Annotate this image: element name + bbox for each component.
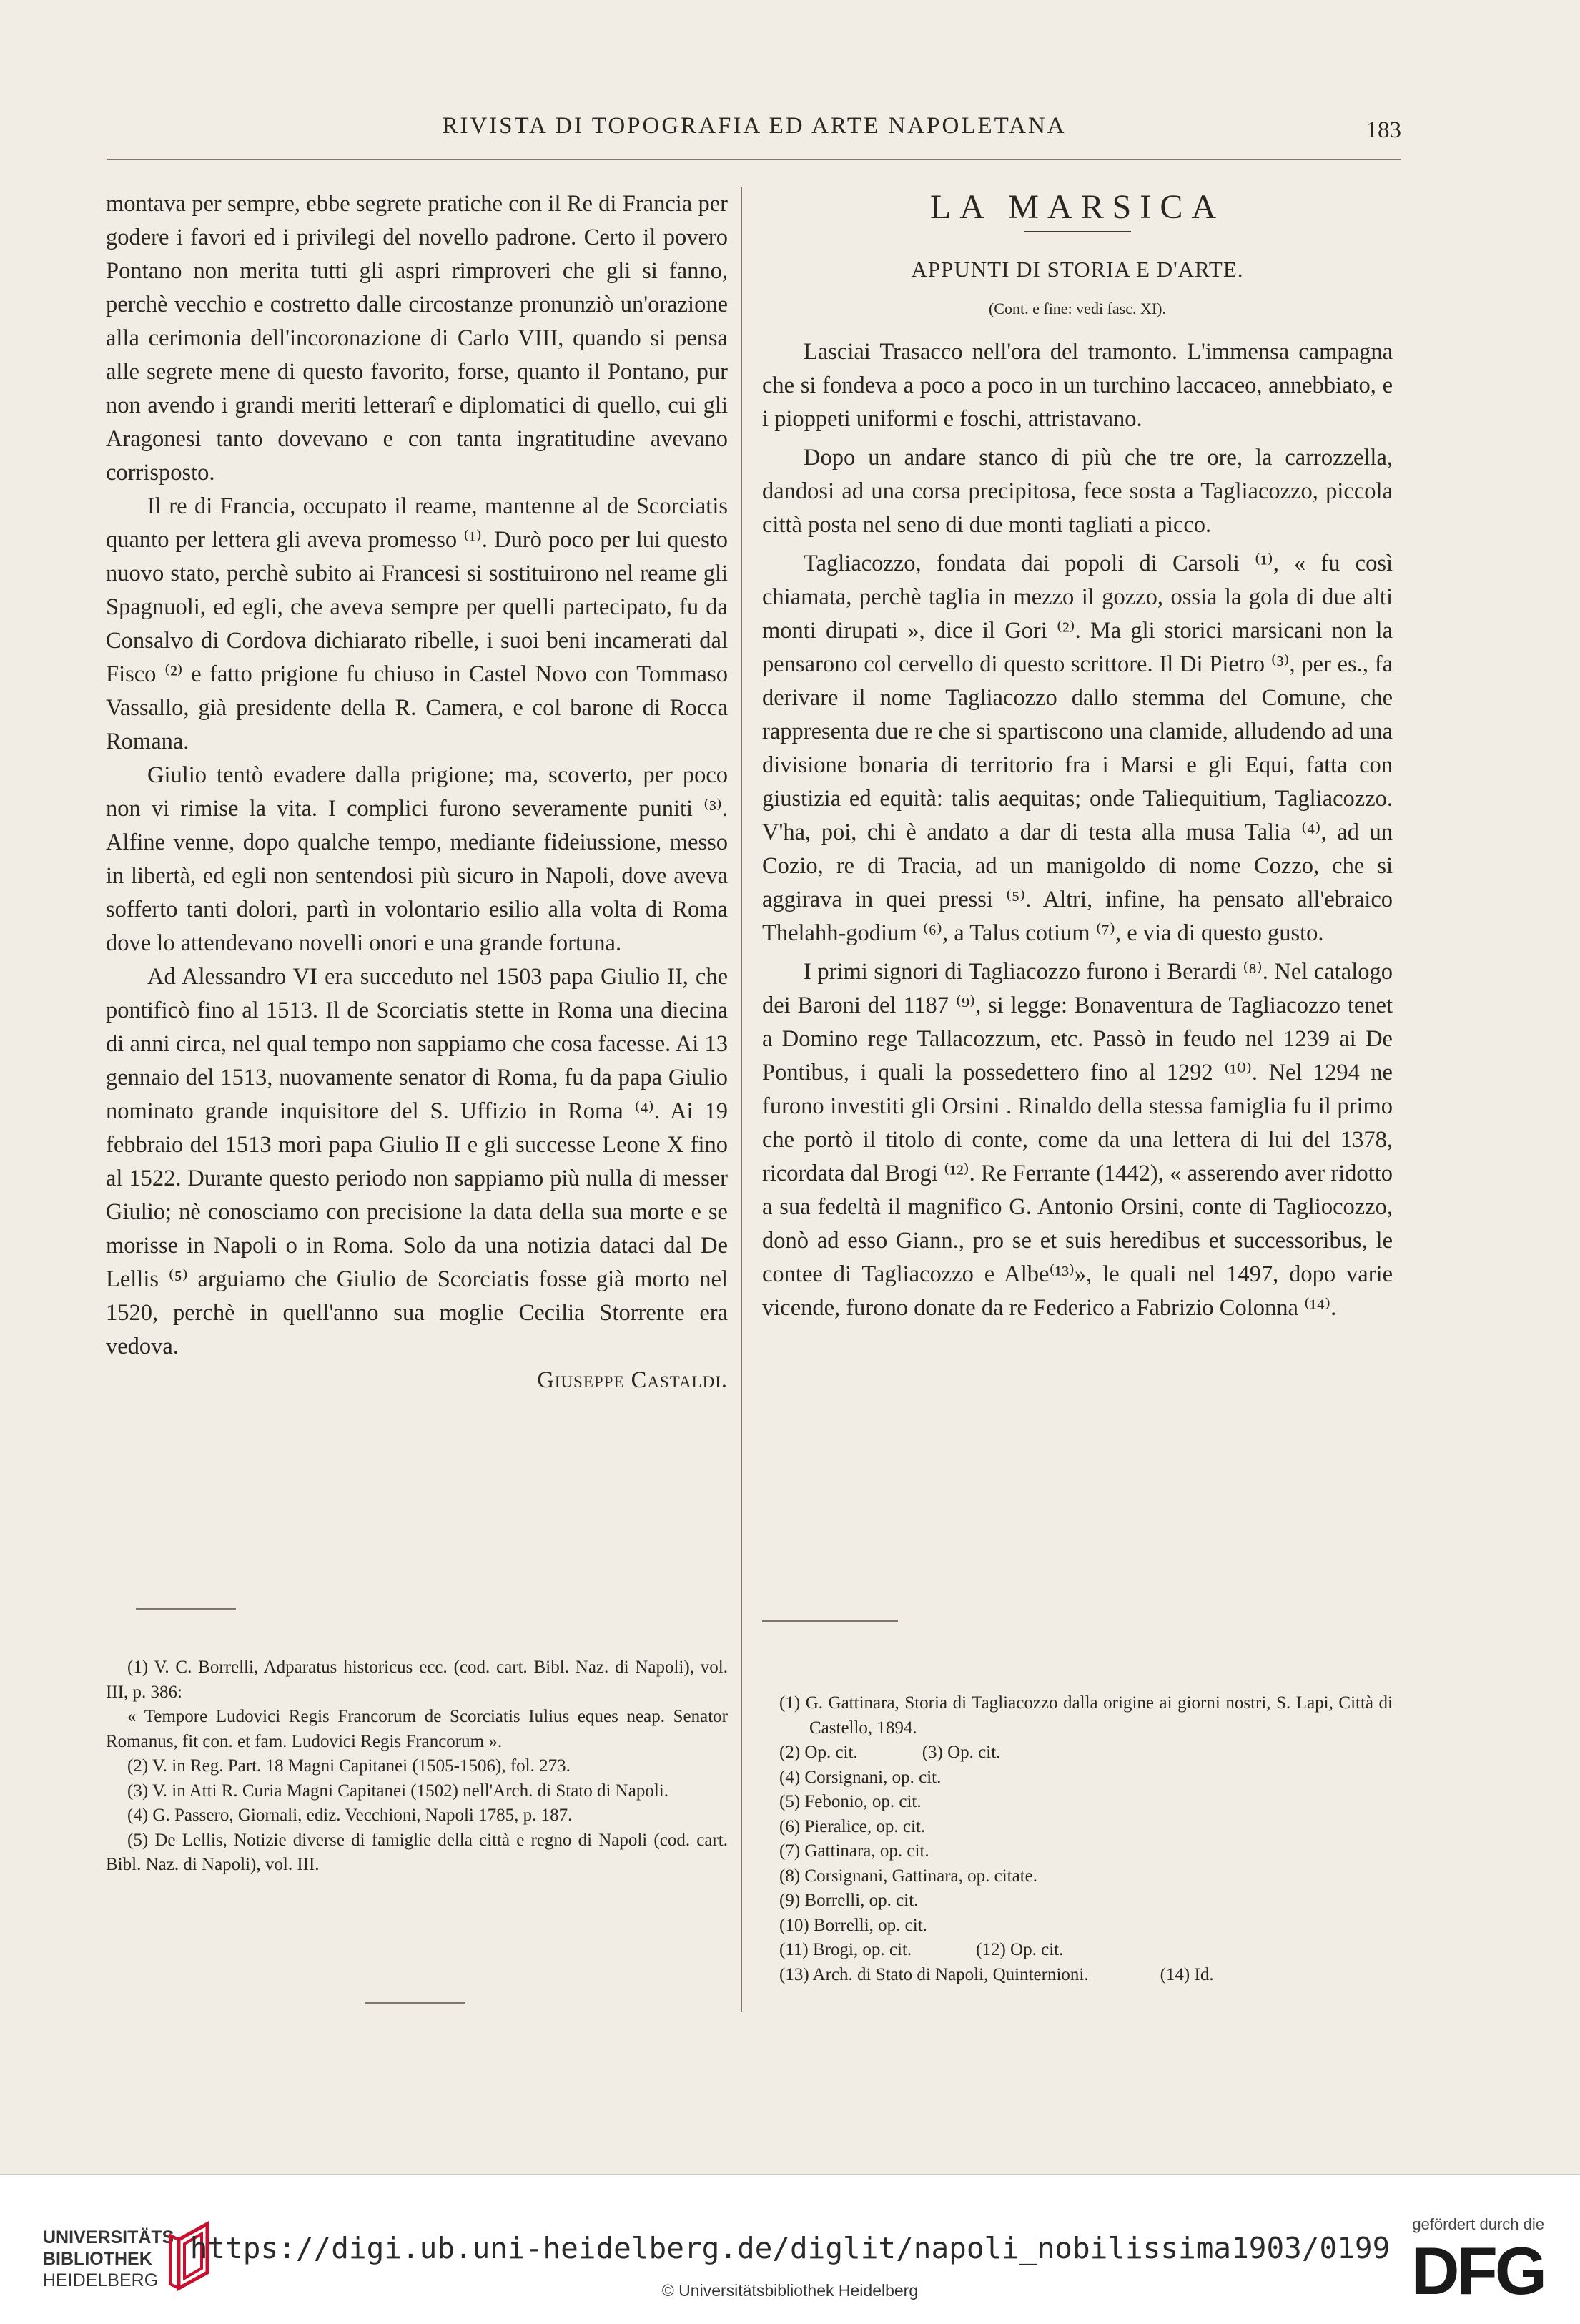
right-paragraph-1: Lasciai Trasacco nell'ora del tramonto. L'immensa campagna che si fondeva a poco a poco in un turchino laccaceo, annebbiato, e i pioppeti uniformi e foschi, attristavano. [762, 339, 1393, 432]
left-paragraph-1: montava per sempre, ebbe segrete pratiche con il Re di Francia per godere i favori ed i privilegi del novello padrone. Certo il povero Pontano non merita tutti gli aspri rimproveri che gli si fanno, perchè vecchio e costretto dalle circostanze pronunziò un'orazione alla cerimonia dell'incoronazione di Carlo VIII, quando si pensa alle segrete mene di questo favorito, forse, quanto il Pontano, pur non avendo i grandi meriti letterarî e diplomatici di quello, cui gli Aragonesi tanto dovevano e con tanta ingratitudine avevano corrisposto. [106, 191, 728, 486]
permalink-url[interactable]: https://digi.ub.uni-heidelberg.de/diglit/napoli_nobilissima1903/0199 [189, 2231, 1391, 2265]
footnote-item: (4) G. Passero, Giornali, ediz. Vecchioni, Napoli 1785, p. 187. [127, 1806, 573, 1825]
dfg-funding-logo[interactable] [1401, 2215, 1544, 2308]
footnote-item: (3) Op. cit. [922, 1743, 1001, 1762]
footnote-item: (9) Borrelli, op. cit. [779, 1891, 919, 1910]
footnote-row [779, 1740, 1393, 1766]
funding-caption: gefördert durch die [1412, 2215, 1544, 2233]
author-signature: Giuseppe Castaldi. [537, 1367, 728, 1393]
left-paragraph-2: Il re di Francia, occupato il reame, mantenne al de Scorciatis quanto per lettera gli aveva promesso ⁽¹⁾. Durò poco per lui questo nuovo stato, perchè subito ai Francesi si sostituirono nel reame gli Spagnuoli, ed egli, che aveva sempre per quelli partecipato, fu da Consalvo di Cordova dichiarato ribelle, i suoi beni incamerati dal Fisco ⁽²⁾ e fatto prigione fu chiuso in Castel Novo con Tommaso Vassallo, già presidente della R. Camera, e col barone di Rocca Romana. [106, 493, 728, 754]
footnote-item: (11) Brogi, op. cit. [779, 1940, 912, 1959]
end-rule [365, 2002, 465, 2004]
footnote-item: (14) Id. [1160, 1964, 1214, 1984]
title-rule [1024, 231, 1131, 232]
footnote-item: (10) Borrelli, op. cit. [779, 1915, 927, 1935]
footnote-row [779, 1938, 1393, 1963]
right-column [762, 187, 1393, 1330]
footnote-item: (5) De Lellis, Notizie diverse di famiglie della città e regno di Napoli (cod. cart. Bibl. Naz. di Napoli), vol. III. [106, 1830, 728, 1874]
footnote-item: (5) Febonio, op. cit. [779, 1792, 922, 1811]
running-title: RIVISTA DI TOPOGRAFIA ED ARTE NAPOLETANA [442, 113, 1067, 139]
library-name-line: HEIDELBERG [43, 2270, 159, 2290]
footnote-row [779, 1963, 1393, 1988]
footnote-item: (6) Pieralice, op. cit. [779, 1816, 926, 1836]
copyright-notice: © Universitätsbibliothek Heidelberg [661, 2281, 919, 2300]
right-footnote-rule [762, 1620, 898, 1622]
column-divider [741, 187, 742, 2012]
left-paragraph-3: Giulio tentò evadere dalla prigione; ma, scoverto, per poco non vi rimise la vita. I complici furono severamente puniti ⁽³⁾. Alfine venne, dopo qualche tempo, mediante fideiussione, messo in libertà, ed egli non sentendosi più sicuro in Napoli, dove aveva sofferto tanti dolori, partì in volontario esilio alla volta di Roma dove lo attendevano novelli onori e una grande fortuna. [106, 762, 728, 956]
right-paragraph-2: Dopo un andare stanco di più che tre ore, la carrozzella, dandosi ad una corsa precipitosa, fece sosta a Tagliacozzo, piccola città posta nel seno di due monti tagliati a picco. [762, 445, 1393, 538]
footnote-item: (8) Corsignani, Gattinara, op. citate. [779, 1866, 1037, 1886]
digitization-footer [0, 2174, 1580, 2324]
right-footnotes [779, 1691, 1393, 1987]
article-title: LA MARSICA [929, 188, 1225, 226]
footnote-item: (3) V. in Atti R. Curia Magni Capitanei (1502) nell'Arch. di Stato di Napoli. [127, 1781, 668, 1801]
article-subtitle: APPUNTI DI STORIA E D'ARTE. [911, 257, 1244, 282]
running-head [107, 113, 1401, 149]
left-footnotes [106, 1655, 728, 1878]
header-rule [107, 159, 1401, 160]
left-column [106, 187, 728, 1397]
library-name-line: UNIVERSITÄTS- [43, 2227, 180, 2247]
page-number: 183 [1366, 117, 1401, 143]
left-paragraph-4: Ad Alessandro VI era succeduto nel 1503 papa Giulio II, che pontificò fino al 1513. Il de Scorciatis stette in Roma una diecina di anni circa, nel qual tempo non sappiamo che cosa facesse. Ai 13 gennaio del 1513, nuovamente senator di Roma, fu da papa Giulio nominato grande inquisitore del S. Uffizio in Roma ⁽⁴⁾. Ai 19 febbraio del 1513 morì papa Giulio II e gli successe Leone X fino al 1522. Durante questo periodo non sappiamo più nulla di messer Giulio; nè conosciamo con precisione la data della sua morte e se morisse in Napoli o in Roma. Solo da una notizia dataci dal De Lellis ⁽⁵⁾ arguiamo che Giulio de Scorciatis fosse già morto nel 1520, perchè in quell'anno sua moglie Cecilia Storrente era vedova. [106, 964, 728, 1359]
footnote-item: (12) Op. cit. [976, 1940, 1064, 1959]
left-footnote-rule [136, 1608, 236, 1610]
dfg-logo-text: DFG [1411, 2233, 1544, 2308]
continuation-note: (Cont. e fine: vedi fasc. XI). [988, 300, 1167, 317]
footnote-item: « Tempore Ludovici Regis Francorum de Scorciatis Iulius eques neap. Senator Romanus, fit con. et fam. Ludovici Regis Francorum ». [106, 1707, 728, 1751]
footnote-item: (13) Arch. di Stato di Napoli, Quinternioni. [779, 1964, 1089, 1984]
footnote-item: (1) G. Gattinara, Storia di Tagliacozzo dalla origine ai giorni nostri, S. Lapi, Città di Castello, 1894. [779, 1693, 1393, 1738]
footnote-item: (2) Op. cit. [779, 1743, 858, 1762]
footnote-item: (1) V. C. Borrelli, Adparatus historicus ecc. (cod. cart. Bibl. Naz. di Napoli), vol. III, p. 386: [106, 1658, 728, 1702]
library-name-line: BIBLIOTHEK [43, 2249, 152, 2269]
right-paragraph-3: Tagliacozzo, fondata dai popoli di Carsoli ⁽¹⁾, « fu così chiamata, perchè taglia in mezzo il gozzo, ossia la gola di due alti monti dirupati », dice il Gori ⁽²⁾. Ma gli storici marsicani non la pensarono col cervello di questo scrittore. Il Di Pietro ⁽³⁾, per es., fa derivare il nome Tagliacozzo dallo stemma del Comune, che rappresenta due re che si spartiscono una clamide, alludendo ad una divisione bonaria di territorio fra i Marsi e gli Equi, fatta con giustizia ed equità: talis aequitas; onde Taliequitium, Tagliacozzo. V'ha, poi, chi è andato a dar di testa alla musa Talia ⁽⁴⁾, ad un Cozio, re di Tracia, ad un manigoldo di nome Cozzo, che si aggirava in quei pressi ⁽⁵⁾. Altri, infine, ha pensato all'ebraico Thelahh-godium ⁽⁶⁾, a Talus cotium ⁽⁷⁾, e via di questo gusto. [762, 551, 1393, 946]
footnote-item: (2) V. in Reg. Part. 18 Magni Capitanei (1505-1506), fol. 273. [127, 1756, 571, 1776]
right-paragraph-4: I primi signori di Tagliacozzo furono i Berardi ⁽⁸⁾. Nel catalogo dei Baroni del 1187 ⁽⁹⁾, si legge: Bonaventura de Tagliacozzo tenet a Domino rege Tallacozzum, etc. Passò in feudo nel 1239 ai De Pontibus, i quali la possedettero fino al 1292 ⁽¹⁰⁾. Nel 1294 ne furono investiti gli Orsini . Rinaldo della stessa famiglia fu il primo che portò il titolo di conte, come da una lettera di lui del 1378, ricordata dal Brogi ⁽¹²⁾. Re Ferrante (1442), « asserendo aver ridotto a sua fedeltà il magnifico G. Antonio Orsini, conte di Tagliocozzo, donò ad esso Giann., pro se et suis heredibus et successoribus, le contee di Tagliacozzo e Albe⁽¹³⁾», le quali nel 1497, dopo varie vicende, furono donate da re Federico a Fabrizio Colonna ⁽¹⁴⁾. [762, 959, 1393, 1321]
footer-divider [0, 2174, 1580, 2175]
footnote-item: (4) Corsignani, op. cit. [779, 1767, 942, 1787]
footnote-item: (7) Gattinara, op. cit. [779, 1841, 929, 1861]
